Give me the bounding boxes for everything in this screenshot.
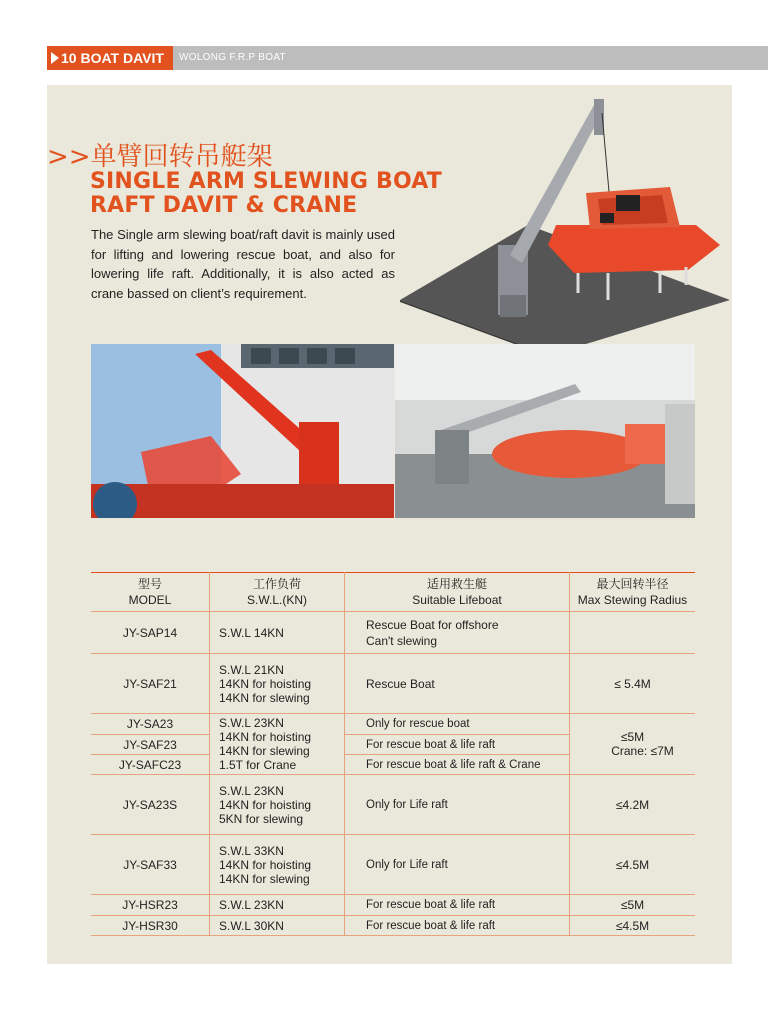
table-row: JY-SAF33 S.W.L 33KN 14KN for hoisting 14KN for slewing Only for Life raft ≤4.5M: [91, 835, 695, 895]
table-row: JY-SAF23 For rescue boat & life raft: [91, 735, 695, 755]
davit-photo-ship: [91, 344, 394, 518]
section-tab: [47, 46, 173, 70]
spec-table: [91, 572, 695, 936]
section-number: 10: [61, 50, 77, 66]
header-subtitle: WOLONG F.R.P BOAT: [179, 52, 286, 63]
chinese-title: >>单臂回转吊艇架: [47, 142, 273, 172]
english-title-line2: RAFT DAVIT & CRANE: [90, 193, 358, 218]
table-row: JY-SA23 S.W.L 23KN 14KN for hoisting 14KN for slewing 1.5T for Crane Only for rescue boat ≤5M Crane: ≤7M: [91, 714, 695, 735]
table-row: JY-SAFC23 For rescue boat & life raft & Crane: [91, 755, 695, 775]
table-row: JY-SAP14 S.W.L 14KN Rescue Boat for offshore Can't slewing: [91, 612, 695, 654]
davit-render-image: [398, 95, 732, 355]
rescue-boat-2: [492, 430, 648, 478]
product-description: The Single arm slewing boat/raft davit is mainly used for lifting and lowering rescue boat, and also for lowering life raft. Additionally, it is also acted as crane bassed on client’s requirement.: [91, 227, 395, 301]
davit-photo-deck: [395, 344, 695, 518]
table-row: JY-SA23S S.W.L 23KN 14KN for hoisting 5KN for slewing Only for Life raft ≤4.2M: [91, 775, 695, 835]
play-arrow-icon: [51, 52, 59, 64]
header-swl: 工作负荷 S.W.L.(KN): [210, 573, 345, 612]
header-model: 型号 MODEL: [91, 573, 210, 612]
table-header-row: [91, 573, 695, 612]
rescue-boat: [548, 225, 720, 273]
header-radius: 最大回转半径 Max Stewing Radius: [570, 573, 696, 612]
section-title: BOAT DAVIT: [80, 50, 164, 66]
table-row: JY-HSR23 S.W.L 23KN For rescue boat & life raft ≤5M: [91, 895, 695, 916]
english-title-line1: SINGLE ARM SLEWING BOAT: [90, 169, 443, 194]
header-lifeboat: 适用救生艇 Suitable Lifeboat: [345, 573, 570, 612]
table-row: JY-SAF21 S.W.L 21KN 14KN for hoisting 14KN for slewing Rescue Boat ≤ 5.4M: [91, 654, 695, 714]
table-row: JY-HSR30 S.W.L 30KN For rescue boat & life raft ≤4.5M: [91, 916, 695, 936]
